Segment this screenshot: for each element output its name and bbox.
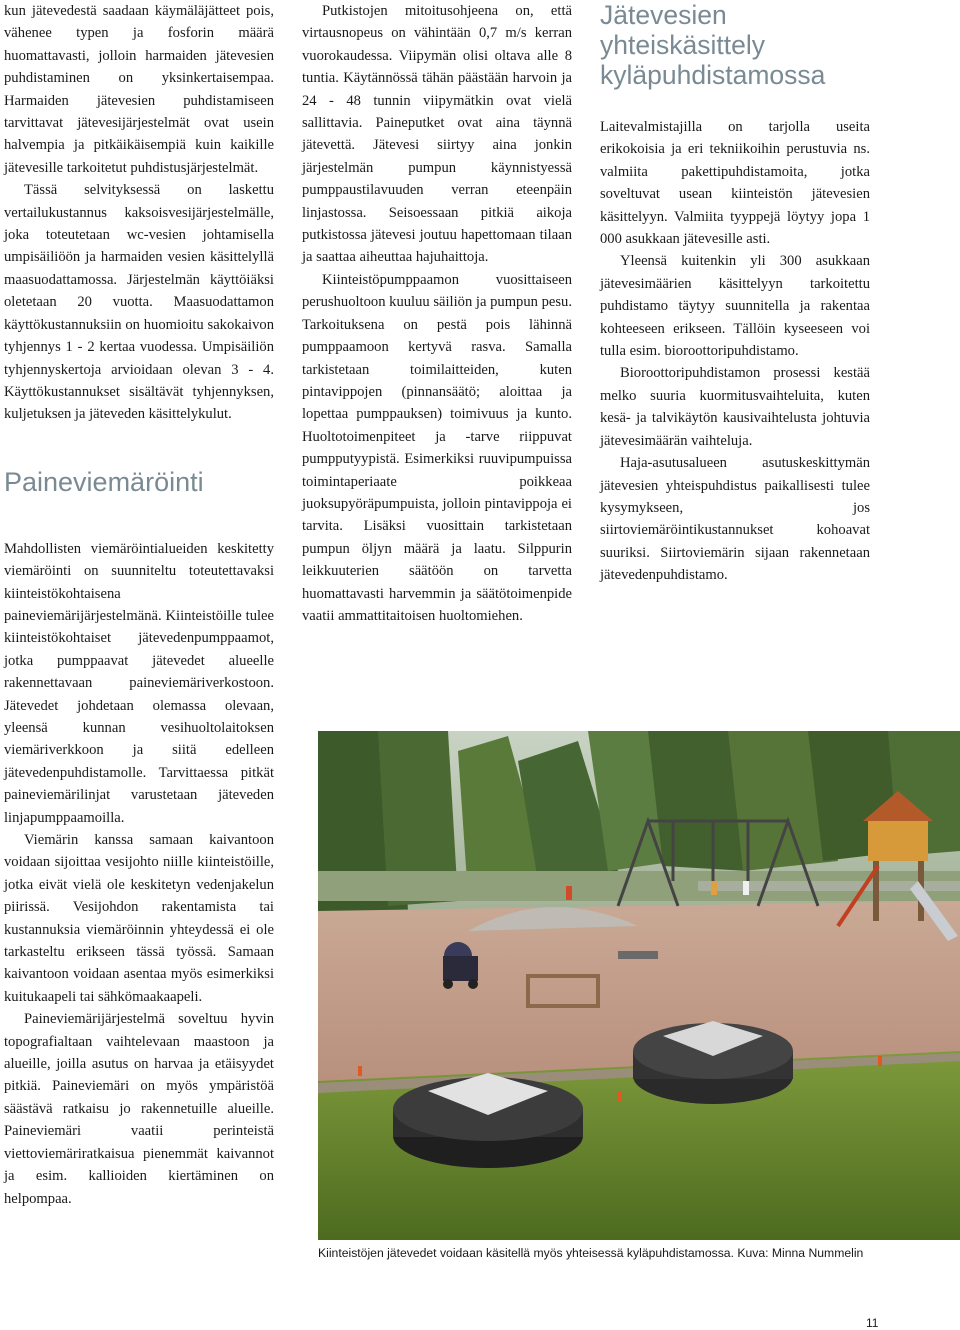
- col3-paragraph-3: Bioroottoripuhdistamon prosessi kestää melko suuria kuormitusvaihteluita, kuten kesä- ja talvikäytön kausivaihtelusta johtuvia jätevesimäärän vaihteluja.: [600, 365, 870, 449]
- col3-paragraph-4: Haja-asutusalueen asutuskeskittymän jätevesien yhteispuhdistus paikallisesti tulee kysymykseen, jos siirtoviemäröintikustannukset kohoavat suuriksi. Siirtoviemärin sijaan rakennetaan jätevedenpuhdistamo.: [600, 455, 870, 584]
- photo-caption: Kiinteistöjen jätevedet voidaan käsitellä myös yhteisessä kyläpuhdistamossa. Kuva: Minna Nummelin: [318, 1246, 864, 1260]
- column-1: [4, 0, 274, 1210]
- col3-paragraph-1: Laitevalmistajilla on tarjolla useita erikokoisia ja eri tekniikoihin perustuvia ns. valmiita pakettipuhdistamoita, jotka soveltuvat usean kiinteistön jätevesien käsittelyyn. Valmiita tyyppejä löytyy jopa 1 000 asukkaan jätevesille asti.: [600, 119, 870, 248]
- playground-photo: [318, 731, 960, 1240]
- section-heading-paineviemarointi: Paineviemäröinti: [4, 466, 204, 497]
- col1-paragraph-4: Viemärin kanssa samaan kaivantoon voidaan sijoittaa vesijohto niille kiinteistöille, jotka eivät vielä ole keskitetyn vedenjakelun piirissä. Vesijohdon rakentamista tai kustannuksia viemäröinnin yhteydessä ei ole tarkasteltu erikseen tässä työssä. Samaan kaivantoon voidaan asentaa myös esimerkiksi kuitukaapeli tai sähkömaakaapeli.: [4, 832, 274, 1005]
- col1-paragraph-1: kun jätevedestä saadaan käymäläjätteet pois, vähenee typen ja fosforin määrä huomattavasti, jolloin harmaiden jätevesien puhdistaminen on yksinkertaisempaa. Harmaiden jätevesien puhdistamiseen tarvittavat jätevesijärjestelmät ovat usein halvempia ja pitkäikäisempiä kuin kaikille jätevesille tarkoitetut puhdistusjärjestelmät.: [4, 3, 274, 176]
- section-heading-yhteiskasittely: Jätevesien yhteiskäsittely kyläpuhdistamossa: [600, 0, 826, 90]
- column-3: [600, 0, 870, 587]
- col1-paragraph-5: Paineviemärijärjestelmä soveltuu hyvin topografialtaan vaihtelevaan maastoon ja alueille, joilla asutus on harvaa ja etäisyydet pitkiä. Paineviemäri on myös ympäristöä säästävä ratkaisu jo rakennetuille alueille. Paineviemäri vaatii perinteistä viettoviemäriratkaisua pienemmät kaivannot ja esim. kallioiden kiertäminen on helpompaa.: [4, 1011, 274, 1207]
- col2-paragraph-2: Kiinteistöpumppaamon vuosittaiseen perushuoltoon kuuluu säiliön ja pumpun pesu. Tarkoituksena on pestä pois lähinnä pumppaamoon kertyvä rasva. Samalla tarkistetaan toimilaitteiden, kuten pintavippojen (pinnansäätö; aloittaa ja lopettaa pumppauksen) toimivuus ja kunto. Huoltotoimenpiteet ja -tarve riippuvat pumpputyypistä. Esimerkiksi ruuvipumpuissa toimintaperiaate poikkeaa juoksupyöräpumpuista, jolloin pintavippoja ei tarvita. Lisäksi vuosittain tarkistetaan pumpun öljyn määrä ja laatu. Silppurin leikkuuterien säätöön on tarvetta huomattavasti harvemmin ja säätötoimenpide vaatii ammattitaitoisen huoltomiehen.: [302, 271, 572, 624]
- col1-paragraph-3: Mahdollisten viemäröintialueiden keskitetty viemäröinti on suunniteltu toteutettavaksi kiinteistökohtaisena paineviemärijärjestelmänä. Kiinteistöille tulee kiinteistökohtaiset jätevedenpumppaamot, jotka pumppaavat jätevedet alueelle rakennettavaan paineviemäriverkostoon. Jätevedet johdetaan olemassa olevaan, yleensä kunnan vesihuoltolaitoksen viemäriverkkoon ja siitä edelleen jätevedenpuhdistamolle. Tarvittaessa pitkät paineviemärilinjat varustetaan jäteveden linjapumppaamoilla.: [4, 540, 274, 826]
- col2-paragraph-1: Putkistojen mitoitusohjeena on, että virtausnopeus on vähintään 0,7 m/s kerran vuorokaudessa. Viipymän olisi oltava alle 8 tuntia. Käytännössä tähän päästään harvoin ja 24 - 48 tunnin viipymätkin ovat vielä sallittavia. Paineputket ovat aina täynnä jätevettä. Jätevesi siirtyy aina jonkin järjestelmän pumpun käynnistyessä pumppaustilavuuden verran eteenpäin linjastossa. Seisoessaan pitkiä aikoja putkistossa jätevesi joutuu hapettomaan tilaan ja saattaa aiheuttaa hajuhaittoja.: [302, 3, 572, 266]
- column-2: [302, 0, 572, 627]
- page-number: 11: [866, 1316, 879, 1330]
- col1-paragraph-2: Tässä selvityksessä on laskettu vertailukustannus kaksoisvesijärjestelmälle, joka toteutetaan wc-vesien johtamisella umpisäiliöön ja harmaiden vesien käsittelyllä maasuodattamossa. Järjestelmän käyttöiäksi oletetaan 20 vuotta. Maasuodattamon käyttökustannuksiin on huomioitu sakokaivon tyhjennys 1 - 2 kertaa vuodessa. Umpisäiliön tyhjennyskertoja arvioidaan olevan 3 - 4. Käyttökustannukset sisältävät tyhjennyksen, kuljetuksen ja jäteveden käsittelykulut.: [4, 182, 274, 423]
- col3-paragraph-2: Yleensä kuitenkin yli 300 asukkaan jätevesimäärien käsittelyyn tarkoitettu puhdistamo täytyy suunnitella ja rakentaa kohteeseen erikseen. Tällöin kyseeseen voi tulla esim. bioroottoripuhdistamo.: [600, 253, 870, 360]
